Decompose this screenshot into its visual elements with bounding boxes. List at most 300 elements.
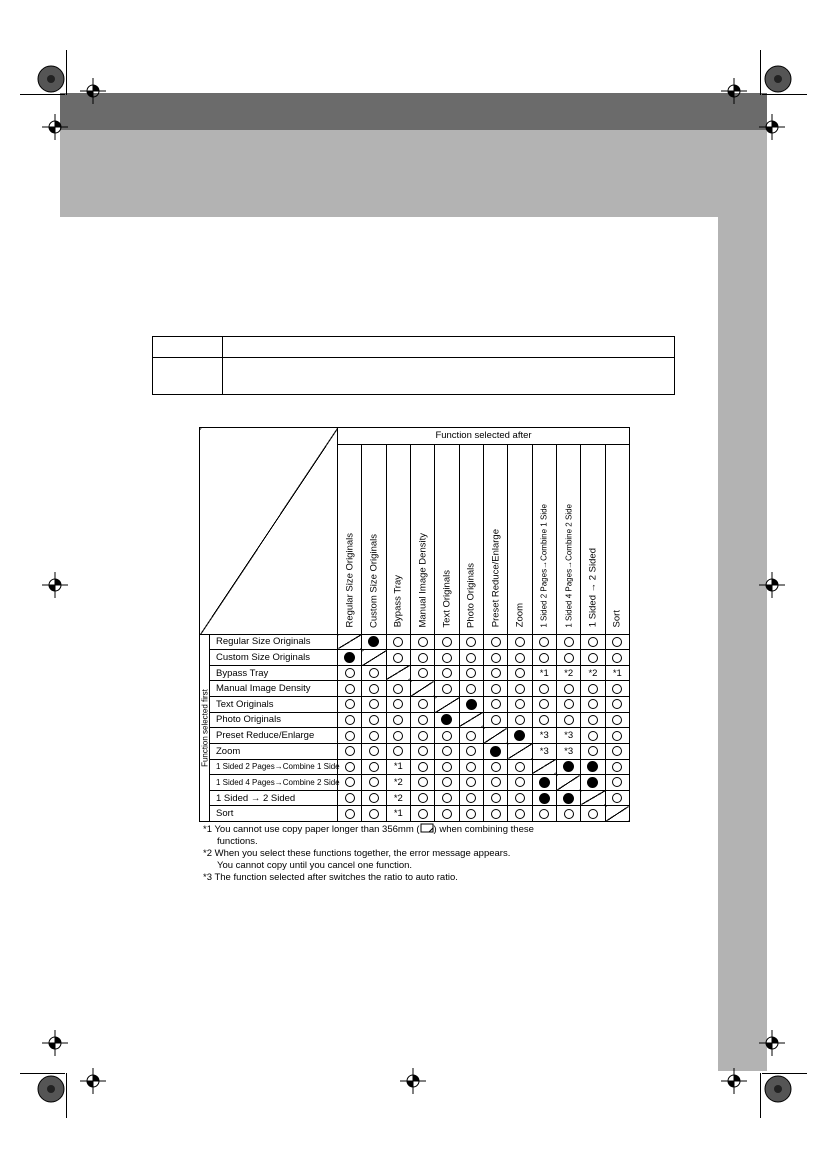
compatible-cell: [556, 806, 580, 822]
open-circle-icon: [491, 777, 501, 787]
open-circle-icon: [539, 637, 549, 647]
open-circle-icon: [369, 715, 379, 725]
open-circle-icon: [564, 653, 574, 663]
header-band-dark: [60, 93, 767, 130]
open-circle-icon: [515, 809, 525, 819]
column-header-label: Photo Originals: [465, 562, 477, 628]
compatible-cell: [435, 790, 459, 806]
open-circle-icon: [442, 809, 452, 819]
footnote-3: *3 The function selected after switches the ratio to auto ratio.: [203, 872, 458, 883]
diagonal-cell: [581, 790, 605, 806]
column-header-label: Manual Image Density: [417, 533, 429, 628]
open-circle-icon: [588, 684, 598, 694]
open-circle-icon: [564, 809, 574, 819]
column-header: [362, 444, 386, 634]
open-circle-icon: [442, 731, 452, 741]
compatible-cell: [459, 650, 483, 666]
footnote-2: *2 When you select these functions together, the error message appears.: [203, 848, 511, 859]
row-header: 1 Sided 2 Pages→Combine 1 Side: [210, 759, 338, 775]
open-circle-icon: [491, 637, 501, 647]
row-header: Zoom: [210, 743, 338, 759]
open-circle-icon: [418, 746, 428, 756]
open-circle-icon: [466, 731, 476, 741]
open-circle-icon: [539, 684, 549, 694]
row-header: 1 Sided 4 Pages→Combine 2 Side: [210, 775, 338, 791]
compatible-cell: [605, 650, 629, 666]
footnote-ref-cell: *1: [386, 759, 410, 775]
column-header-label: Text Originals: [441, 570, 453, 628]
open-circle-icon: [515, 715, 525, 725]
open-circle-icon: [491, 793, 501, 803]
matrix-row: [200, 728, 630, 744]
color-target-icon: [36, 1074, 66, 1104]
compatible-cell: [483, 681, 507, 697]
open-circle-icon: [539, 699, 549, 709]
compatible-cell: [459, 790, 483, 806]
filled-circle-icon: [441, 714, 452, 725]
compatible-cell: [410, 743, 434, 759]
side-axis-title: [200, 634, 210, 821]
compatible-cell: [338, 790, 362, 806]
compatible-cell: [410, 634, 434, 650]
column-header-label: 1 Sided 2 Pages→Combine 1 Side: [539, 504, 549, 628]
legend-table: [152, 336, 675, 395]
column-header-label: Regular Size Originals: [344, 533, 356, 628]
column-header-label: Preset Reduce/Enlarge: [490, 529, 502, 628]
column-header-label: Zoom: [514, 603, 526, 628]
open-circle-icon: [442, 746, 452, 756]
open-circle-icon: [515, 653, 525, 663]
compatible-cell: [508, 665, 532, 681]
open-circle-icon: [588, 715, 598, 725]
row-header: Custom Size Originals: [210, 650, 338, 666]
open-circle-icon: [345, 762, 355, 772]
compatible-cell: [459, 681, 483, 697]
open-circle-icon: [418, 637, 428, 647]
row-header: Photo Originals: [210, 712, 338, 728]
open-circle-icon: [491, 809, 501, 819]
open-circle-icon: [564, 715, 574, 725]
legend-cell: [223, 337, 675, 358]
column-header-label: 1 Sided → 2 Sided: [587, 548, 599, 628]
column-header: [605, 444, 629, 634]
row-header: Manual Image Density: [210, 681, 338, 697]
compatible-cell: [338, 665, 362, 681]
open-circle-icon: [442, 637, 452, 647]
compatible-cell: [386, 697, 410, 713]
diagonal-cell: [483, 728, 507, 744]
compatible-cell: [556, 634, 580, 650]
compatible-cell: [435, 728, 459, 744]
footnote-1-text: *1 You cannot use copy paper longer than 356mm (: [203, 824, 420, 835]
open-circle-icon: [418, 653, 428, 663]
footnote-ref-cell: *3: [532, 728, 556, 744]
compatible-cell: [508, 650, 532, 666]
color-target-icon: [763, 1074, 793, 1104]
crop-mark: [762, 1073, 807, 1074]
compatible-cell: [508, 775, 532, 791]
compatible-cell: [483, 697, 507, 713]
open-circle-icon: [345, 684, 355, 694]
compatible-cell: [483, 759, 507, 775]
compatible-cell: [459, 743, 483, 759]
open-circle-icon: [345, 777, 355, 787]
compatible-cell: [483, 806, 507, 822]
compatible-cell: [435, 806, 459, 822]
compatible-cell: [483, 712, 507, 728]
open-circle-icon: [418, 809, 428, 819]
open-circle-icon: [612, 684, 622, 694]
open-circle-icon: [612, 653, 622, 663]
filled-circle-icon: [466, 699, 477, 710]
compatible-cell: [459, 806, 483, 822]
registration-mark-icon: [400, 1068, 426, 1094]
compatible-cell: [556, 712, 580, 728]
footnote-ref-cell: *3: [556, 728, 580, 744]
open-circle-icon: [466, 746, 476, 756]
filled-circle-icon: [344, 652, 355, 663]
compatible-cell: [435, 775, 459, 791]
open-circle-icon: [491, 699, 501, 709]
footnote-ref-cell: *2: [556, 665, 580, 681]
registration-mark-icon: [721, 78, 747, 104]
footnote-ref-cell: *1: [532, 665, 556, 681]
open-circle-icon: [588, 731, 598, 741]
open-circle-icon: [539, 809, 549, 819]
open-circle-icon: [588, 637, 598, 647]
compatible-cell: [362, 697, 386, 713]
footnote-ref-cell: *3: [556, 743, 580, 759]
filled-circle-icon: [368, 636, 379, 647]
open-circle-icon: [539, 653, 549, 663]
compatible-cell: [410, 790, 434, 806]
compatible-cell: [362, 806, 386, 822]
open-circle-icon: [466, 809, 476, 819]
filled-circle-icon: [587, 761, 598, 772]
side-axis-title-label: Function selected first: [200, 688, 209, 767]
compatible-cell: [581, 712, 605, 728]
compatible-cell: [386, 743, 410, 759]
matrix-row: [200, 790, 630, 806]
paper-orientation-icon: [420, 823, 434, 833]
registration-mark-icon: [42, 1030, 68, 1056]
open-circle-icon: [466, 637, 476, 647]
compatible-cell: [362, 665, 386, 681]
compatible-cell: [338, 759, 362, 775]
open-circle-icon: [612, 637, 622, 647]
open-circle-icon: [369, 793, 379, 803]
footnote-1: [203, 823, 623, 836]
incompatible-cell: [532, 775, 556, 791]
open-circle-icon: [345, 809, 355, 819]
diagonal-cell: [459, 712, 483, 728]
compatible-cell: [410, 697, 434, 713]
registration-mark-icon: [759, 1030, 785, 1056]
compatible-cell: [581, 697, 605, 713]
footnote-ref-cell: *2: [386, 775, 410, 791]
compatible-cell: [605, 759, 629, 775]
compatible-cell: [410, 650, 434, 666]
open-circle-icon: [345, 668, 355, 678]
compatible-cell: [410, 728, 434, 744]
open-circle-icon: [466, 653, 476, 663]
legend-cell: [223, 358, 675, 395]
compatible-cell: [581, 634, 605, 650]
compatible-cell: [605, 712, 629, 728]
compatible-cell: [459, 775, 483, 791]
row-header: Text Originals: [210, 697, 338, 713]
open-circle-icon: [418, 715, 428, 725]
open-circle-icon: [418, 777, 428, 787]
filled-circle-icon: [563, 793, 574, 804]
matrix-row: [200, 806, 630, 822]
column-header-label: Sort: [611, 610, 623, 628]
matrix-row: [200, 697, 630, 713]
open-circle-icon: [466, 668, 476, 678]
open-circle-icon: [418, 668, 428, 678]
compatible-cell: [338, 712, 362, 728]
compatible-cell: [483, 650, 507, 666]
legend-cell: [153, 358, 223, 395]
compatible-cell: [532, 650, 556, 666]
compatible-cell: [386, 728, 410, 744]
color-target-icon: [763, 64, 793, 94]
compatible-cell: [605, 775, 629, 791]
open-circle-icon: [393, 637, 403, 647]
diagonal-cell: [435, 697, 459, 713]
crop-mark: [66, 50, 67, 95]
filled-circle-icon: [587, 777, 598, 788]
compatible-cell: [508, 759, 532, 775]
compatible-cell: [532, 712, 556, 728]
open-circle-icon: [393, 715, 403, 725]
open-circle-icon: [393, 699, 403, 709]
matrix-row: [200, 681, 630, 697]
compatible-cell: [581, 681, 605, 697]
incompatible-cell: [362, 634, 386, 650]
compatible-cell: [338, 697, 362, 713]
open-circle-icon: [418, 731, 428, 741]
compatible-cell: [410, 665, 434, 681]
open-circle-icon: [418, 699, 428, 709]
registration-mark-icon: [80, 1068, 106, 1094]
compatible-cell: [581, 743, 605, 759]
compatible-cell: [435, 759, 459, 775]
open-circle-icon: [612, 793, 622, 803]
open-circle-icon: [612, 715, 622, 725]
open-circle-icon: [466, 684, 476, 694]
open-circle-icon: [369, 809, 379, 819]
compatible-cell: [362, 712, 386, 728]
open-circle-icon: [466, 793, 476, 803]
incompatible-cell: [483, 743, 507, 759]
open-circle-icon: [442, 793, 452, 803]
open-circle-icon: [418, 793, 428, 803]
compatible-cell: [386, 712, 410, 728]
compatible-cell: [508, 634, 532, 650]
footnote-2-cont: You cannot copy until you cancel one function.: [217, 860, 413, 871]
diagonal-cell: [556, 775, 580, 791]
crop-mark: [762, 94, 807, 95]
open-circle-icon: [515, 684, 525, 694]
open-circle-icon: [612, 746, 622, 756]
filled-circle-icon: [490, 746, 501, 757]
column-header: [435, 444, 459, 634]
open-circle-icon: [369, 699, 379, 709]
row-header: 1 Sided → 2 Sided: [210, 790, 338, 806]
diagonal-cell: [410, 681, 434, 697]
function-combination-matrix: [199, 427, 630, 822]
registration-mark-icon: [721, 1068, 747, 1094]
open-circle-icon: [588, 809, 598, 819]
compatible-cell: [338, 728, 362, 744]
color-target-icon: [36, 64, 66, 94]
matrix-row: [200, 665, 630, 681]
column-header: [410, 444, 434, 634]
open-circle-icon: [369, 762, 379, 772]
footnote-ref-cell: *2: [386, 790, 410, 806]
column-header: [532, 444, 556, 634]
open-circle-icon: [588, 699, 598, 709]
open-circle-icon: [539, 715, 549, 725]
compatible-cell: [338, 681, 362, 697]
registration-mark-icon: [80, 78, 106, 104]
open-circle-icon: [393, 653, 403, 663]
compatible-cell: [435, 650, 459, 666]
compatible-cell: [605, 728, 629, 744]
compatible-cell: [459, 665, 483, 681]
compatible-cell: [362, 775, 386, 791]
incompatible-cell: [338, 650, 362, 666]
open-circle-icon: [491, 715, 501, 725]
compatible-cell: [362, 681, 386, 697]
compatible-cell: [410, 712, 434, 728]
compatible-cell: [581, 728, 605, 744]
compatible-cell: [362, 743, 386, 759]
open-circle-icon: [418, 762, 428, 772]
crop-mark: [760, 1073, 761, 1118]
footnote-1-cont: functions.: [217, 836, 258, 847]
column-header: [581, 444, 605, 634]
matrix-row: [200, 650, 630, 666]
open-circle-icon: [442, 653, 452, 663]
diagonal-cell: [508, 743, 532, 759]
compatible-cell: [508, 697, 532, 713]
crop-mark: [66, 1073, 67, 1118]
diagonal-cell: [338, 634, 362, 650]
column-header-label: Custom Size Originals: [368, 533, 380, 628]
compatible-cell: [508, 806, 532, 822]
open-circle-icon: [393, 684, 403, 694]
open-circle-icon: [345, 731, 355, 741]
open-circle-icon: [612, 777, 622, 787]
side-tab-band: [718, 217, 767, 1071]
open-circle-icon: [393, 731, 403, 741]
open-circle-icon: [515, 637, 525, 647]
matrix-row: [200, 712, 630, 728]
column-header-label: 1 Sided 4 Pages→Combine 2 Side: [564, 504, 574, 628]
diagonal-cell: [362, 650, 386, 666]
open-circle-icon: [345, 793, 355, 803]
compatible-cell: [435, 665, 459, 681]
compatible-cell: [532, 681, 556, 697]
compatible-cell: [508, 790, 532, 806]
registration-mark-icon: [759, 572, 785, 598]
open-circle-icon: [564, 684, 574, 694]
compatible-cell: [605, 634, 629, 650]
open-circle-icon: [369, 746, 379, 756]
compatible-cell: [508, 712, 532, 728]
open-circle-icon: [612, 762, 622, 772]
open-circle-icon: [442, 684, 452, 694]
diagonal-cell: [605, 806, 629, 822]
open-circle-icon: [588, 746, 598, 756]
compatible-cell: [338, 806, 362, 822]
open-circle-icon: [369, 777, 379, 787]
footnote-ref-cell: *3: [532, 743, 556, 759]
matrix-row: [200, 634, 630, 650]
footnote-ref-cell: *2: [581, 665, 605, 681]
open-circle-icon: [491, 653, 501, 663]
open-circle-icon: [369, 684, 379, 694]
row-header: Regular Size Originals: [210, 634, 338, 650]
open-circle-icon: [564, 699, 574, 709]
column-header: [483, 444, 507, 634]
compatible-cell: [338, 743, 362, 759]
incompatible-cell: [459, 697, 483, 713]
top-axis-title: Function selected after: [338, 428, 630, 445]
compatible-cell: [459, 634, 483, 650]
incompatible-cell: [556, 759, 580, 775]
open-circle-icon: [612, 699, 622, 709]
open-circle-icon: [466, 762, 476, 772]
compatible-cell: [532, 806, 556, 822]
compatible-cell: [338, 775, 362, 791]
filled-circle-icon: [539, 793, 550, 804]
matrix-row: [200, 743, 630, 759]
footnote-1-text-end: ) when combining these: [433, 824, 534, 835]
compatible-cell: [532, 697, 556, 713]
compatible-cell: [605, 743, 629, 759]
open-circle-icon: [442, 762, 452, 772]
crop-mark: [760, 50, 761, 95]
open-circle-icon: [612, 731, 622, 741]
compatible-cell: [410, 806, 434, 822]
compatible-cell: [581, 806, 605, 822]
filled-circle-icon: [563, 761, 574, 772]
open-circle-icon: [369, 668, 379, 678]
open-circle-icon: [515, 668, 525, 678]
compatible-cell: [556, 650, 580, 666]
incompatible-cell: [532, 790, 556, 806]
open-circle-icon: [491, 684, 501, 694]
open-circle-icon: [442, 668, 452, 678]
incompatible-cell: [435, 712, 459, 728]
compatible-cell: [605, 697, 629, 713]
compatible-cell: [362, 759, 386, 775]
row-header: Sort: [210, 806, 338, 822]
compatible-cell: [435, 681, 459, 697]
diagonal-cell: [386, 665, 410, 681]
matrix-row: [200, 759, 630, 775]
open-circle-icon: [369, 731, 379, 741]
open-circle-icon: [393, 746, 403, 756]
compatible-cell: [459, 728, 483, 744]
filled-circle-icon: [539, 777, 550, 788]
compatible-cell: [435, 634, 459, 650]
compatible-cell: [605, 790, 629, 806]
compatible-cell: [386, 650, 410, 666]
